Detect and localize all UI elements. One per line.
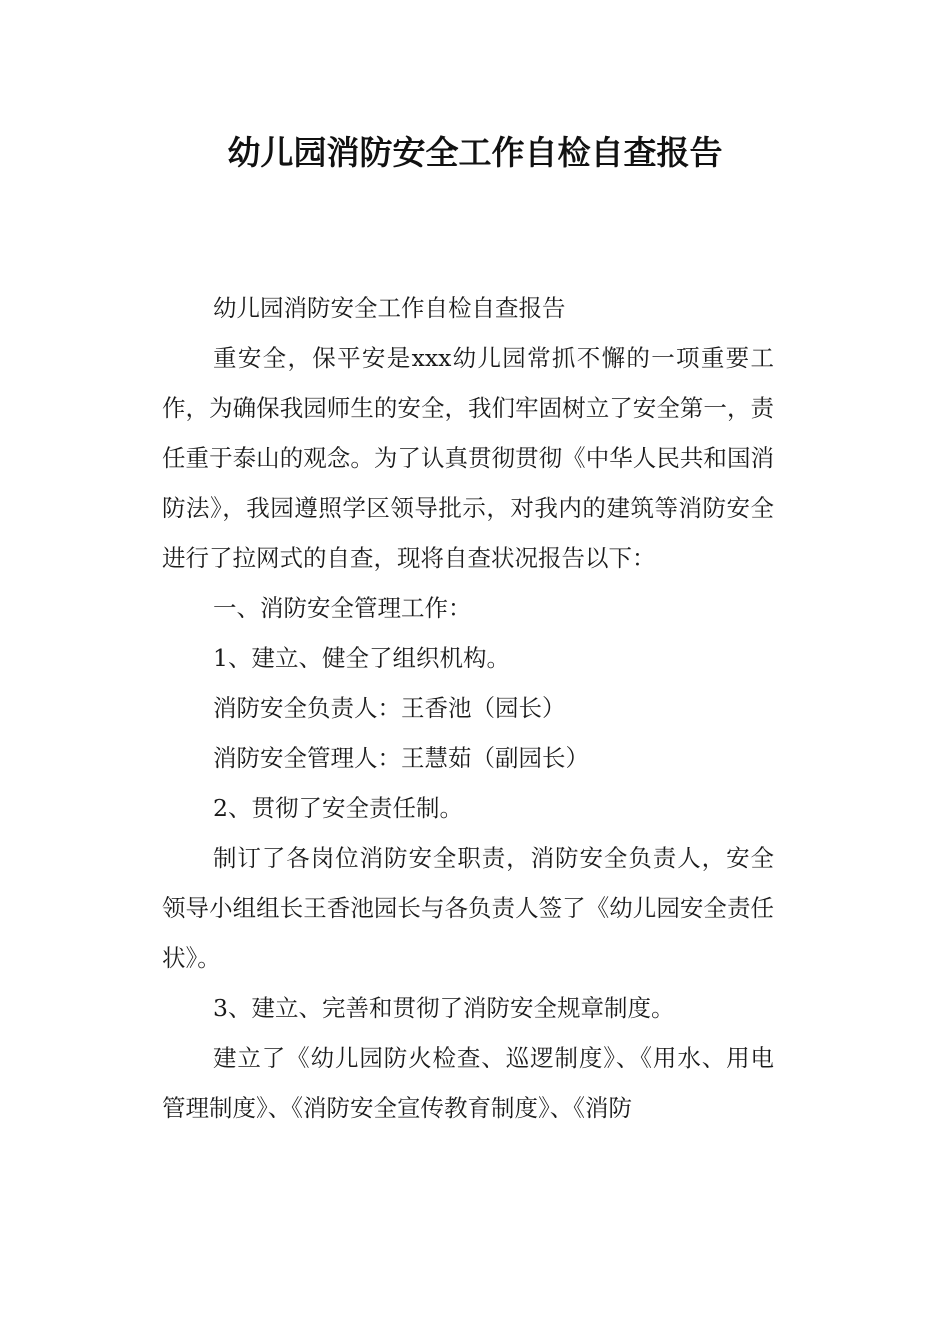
document-body [162, 283, 774, 1133]
paragraph-responsibility-detail: 制订了各岗位消防安全职责，消防安全负责人，安全领导小组组长王香池园长与各负责人签了《幼儿园安全责任状》。 [162, 844, 774, 972]
paragraph-rules-detail: 建立了《幼儿园防火检查、巡逻制度》、《用水、用电管理制度》、《消防安全宣传教育制度》、《消防 [162, 1044, 774, 1122]
item-rules-regulations: 3、建立、完善和贯彻了消防安全规章制度。 [213, 994, 675, 1022]
section-heading-management: 一、消防安全管理工作： [213, 594, 472, 622]
paragraph-intro: 重安全，保平安是xxx幼儿园常抓不懈的一项重要工作，为确保我园师生的安全，我们牢固树立了安全第一，责任重于泰山的观念。为了认真贯彻贯彻《中华人民共和国消防法》，我园遵照学区领导批示，对我内的建筑等消防安全进行了拉网式的自查，现将自查状况报告以下： [162, 344, 774, 572]
item-organization: 1、建立、健全了组织机构。 [213, 644, 510, 672]
fire-safety-manager: 消防安全管理人：王慧茹（副园长） [213, 744, 589, 772]
item-responsibility-system: 2、贯彻了安全责任制。 [213, 794, 463, 822]
fire-safety-responsible-person: 消防安全负责人：王香池（园长） [213, 694, 566, 722]
document-title: 幼儿园消防安全工作自检自查报告 [227, 133, 723, 172]
paragraph-heading: 幼儿园消防安全工作自检自查报告 [213, 294, 566, 322]
